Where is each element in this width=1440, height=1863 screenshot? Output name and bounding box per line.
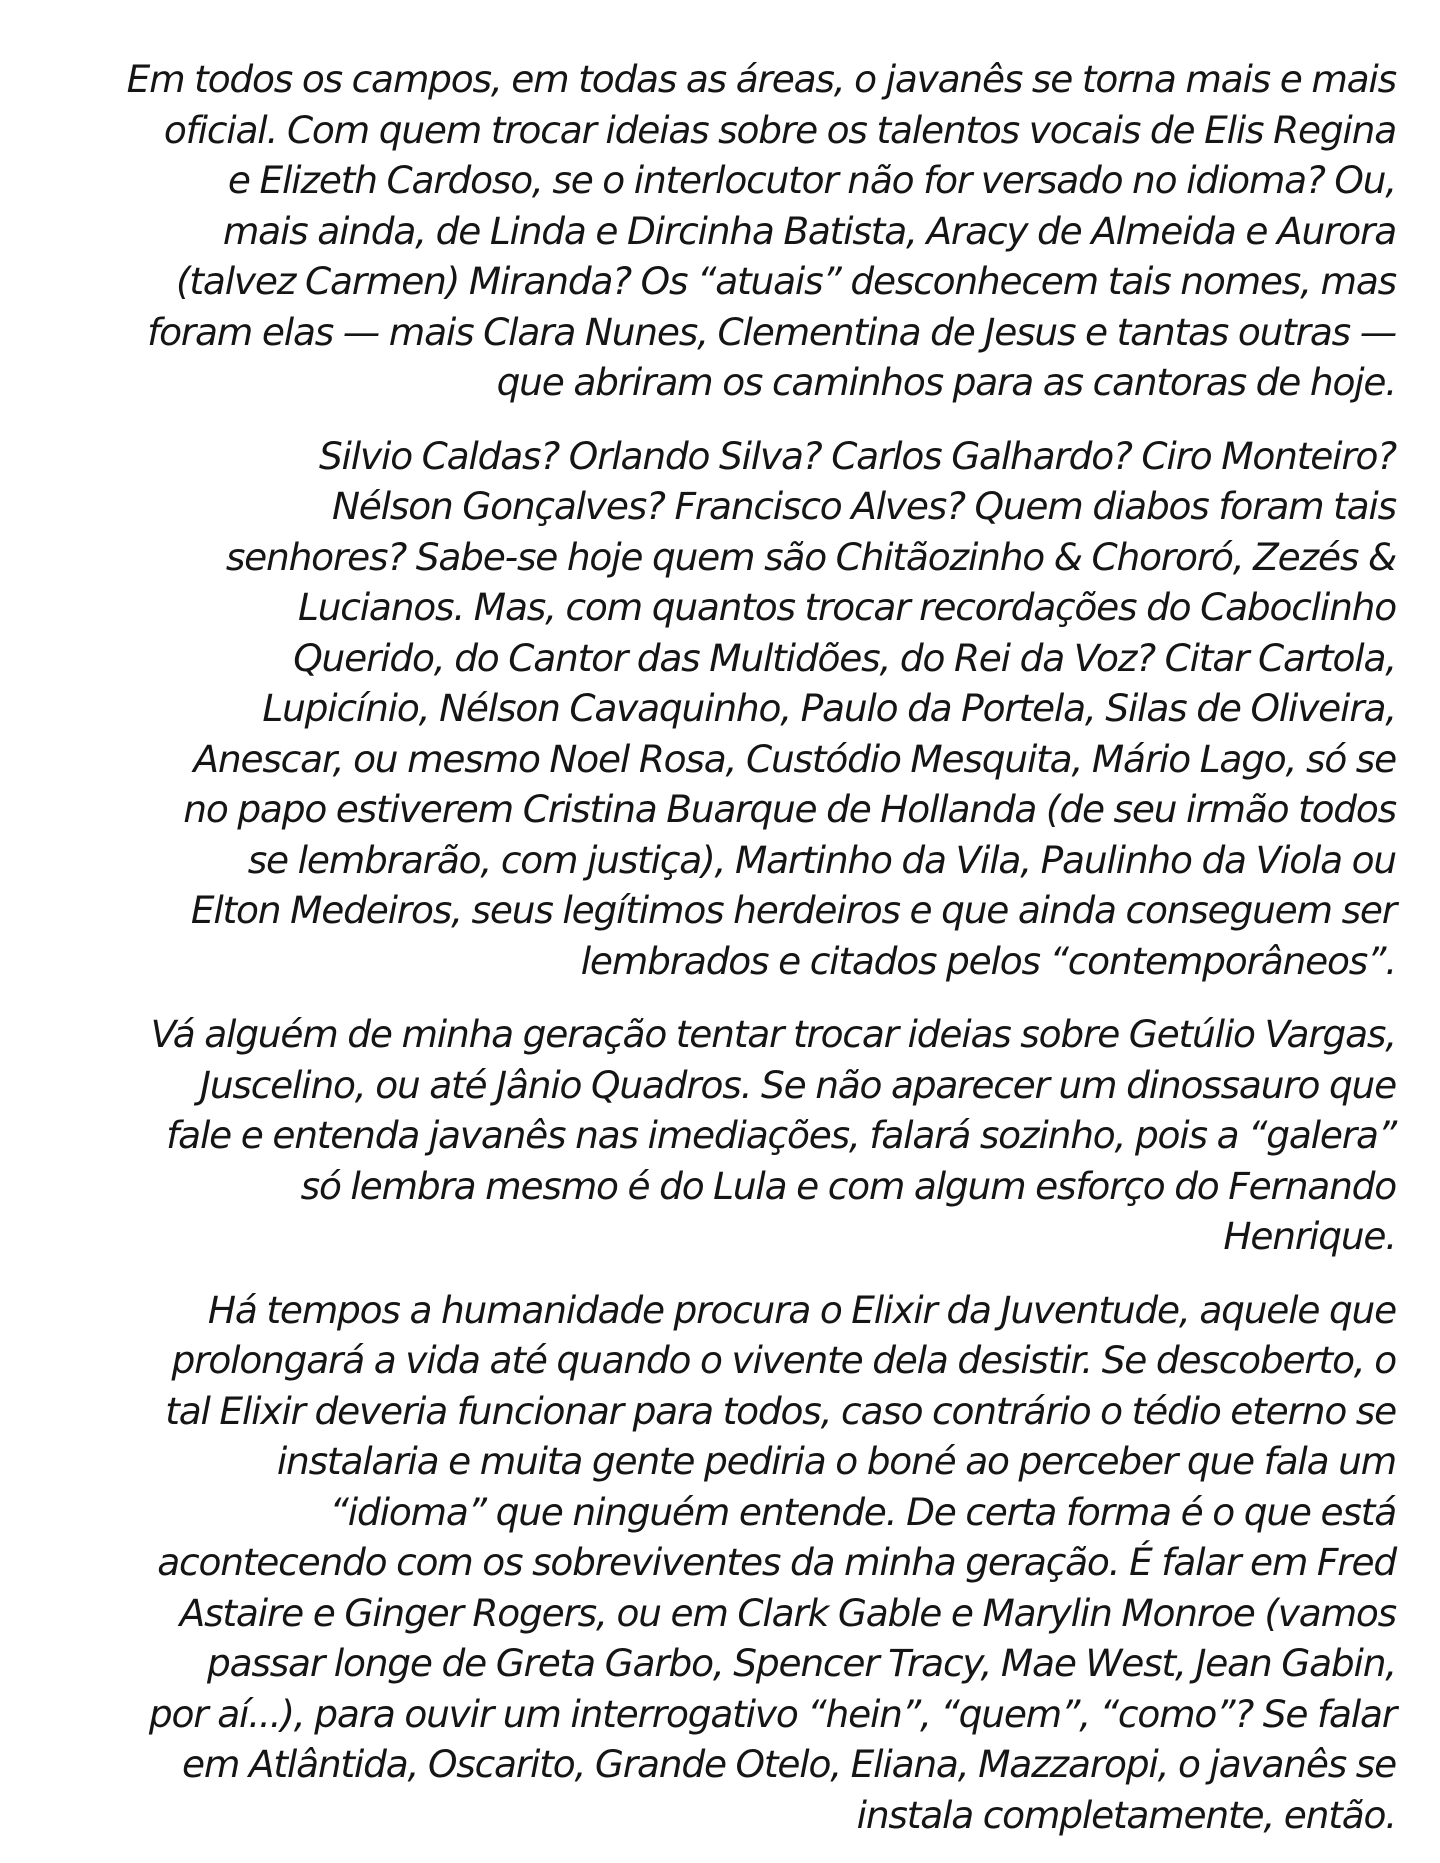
text-line: acontecendo com os sobreviventes da minha geração. É falar em Fred	[157, 1540, 1396, 1584]
text-line: fale e entenda javanês nas imediações, falará sozinho, pois a “galera”	[166, 1113, 1396, 1157]
paragraph-3	[40, 1009, 1396, 1262]
text-line: no papo estiverem Cristina Buarque de Hollanda (de seu irmão todos	[183, 787, 1396, 831]
text-line: passar longe de Greta Garbo, Spencer Tracy, Mae West, Jean Gabin,	[207, 1641, 1396, 1685]
text-line: em Atlântida, Oscarito, Grande Otelo, Eliana, Mazzaropi, o javanês se	[181, 1742, 1396, 1786]
text-line: Astaire e Ginger Rogers, ou em Clark Gable e Marylin Monroe (vamos	[179, 1590, 1396, 1635]
text-line: Há tempos a humanidade procura o Elixir da Juventude, aquele que	[207, 1287, 1396, 1332]
text-line: Henrique.	[1223, 1214, 1396, 1258]
text-line: instala completamente, então.	[856, 1792, 1396, 1837]
document-page	[40, 54, 1396, 1863]
text-line: oficial. Com quem trocar ideias sobre os talentos vocais de Elis Regina	[163, 107, 1396, 152]
text-line: Vá alguém de minha geração tentar trocar ideias sobre Getúlio Vargas,	[150, 1012, 1396, 1056]
text-line: prolongará a vida até quando o vivente dela desistir. Se descoberto, o	[171, 1338, 1396, 1382]
text-line: por aí...), para ouvir um interrogativo “hein”, “quem”, “como”? Se falar	[148, 1691, 1396, 1736]
text-line: Querido, do Cantor das Multidões, do Rei da Voz? Citar Cartola,	[293, 635, 1396, 680]
paragraph-2	[40, 431, 1396, 987]
text-line: Nélson Gonçalves? Francisco Alves? Quem diabos foram tais	[331, 484, 1396, 528]
text-line: Anescar, ou mesmo Noel Rosa, Custódio Mesquita, Mário Lago, só se	[193, 736, 1396, 781]
paragraph-1	[40, 54, 1396, 408]
paragraph-4	[40, 1285, 1396, 1841]
text-line: Lucianos. Mas, com quantos trocar recordações do Caboclinho	[298, 585, 1396, 629]
text-line: Silvio Caldas? Orlando Silva? Carlos Galhardo? Ciro Monteiro?	[318, 433, 1396, 478]
text-line: Em todos os campos, em todas as áreas, o javanês se torna mais e mais	[126, 57, 1396, 101]
text-line: Juscelino, ou até Jânio Quadros. Se não aparecer um dinossauro que	[199, 1062, 1396, 1107]
text-line: Lupicínio, Nélson Cavaquinho, Paulo da Portela, Silas de Oliveira,	[262, 686, 1396, 730]
text-line: lembrados e citados pelos “contemporâneos”.	[580, 938, 1396, 983]
text-line: instalaria e muita gente pediria o boné ao perceber que fala um	[276, 1439, 1396, 1483]
text-line: e Elizeth Cardoso, se o interlocutor não for versado no idioma? Ou,	[227, 158, 1396, 202]
text-line: “idioma” que ninguém entende. De certa forma é o que está	[329, 1489, 1396, 1534]
text-line: só lembra mesmo é do Lula e com algum esforço do Fernando	[300, 1163, 1396, 1208]
text-line: senhores? Sabe-se hoje quem são Chitãozinho & Chororó, Zezés &	[225, 534, 1396, 579]
text-line: foram elas — mais Clara Nunes, Clementina de Jesus e tantas outras —	[147, 309, 1396, 354]
text-line: tal Elixir deveria funcionar para todos, caso contrário o tédio eterno se	[165, 1388, 1396, 1433]
text-line: se lembrarão, com justiça), Martinho da Vila, Paulinho da Viola ou	[247, 837, 1396, 882]
text-line: (talvez Carmen) Miranda? Os “atuais” desconhecem tais nomes, mas	[176, 259, 1396, 303]
text-line: mais ainda, de Linda e Dircinha Batista, Aracy de Almeida e Aurora	[222, 208, 1396, 253]
text-line: Elton Medeiros, seus legítimos herdeiros e que ainda conseguem ser	[190, 888, 1396, 932]
text-line: que abriram os caminhos para as cantoras de hoje.	[496, 360, 1396, 404]
